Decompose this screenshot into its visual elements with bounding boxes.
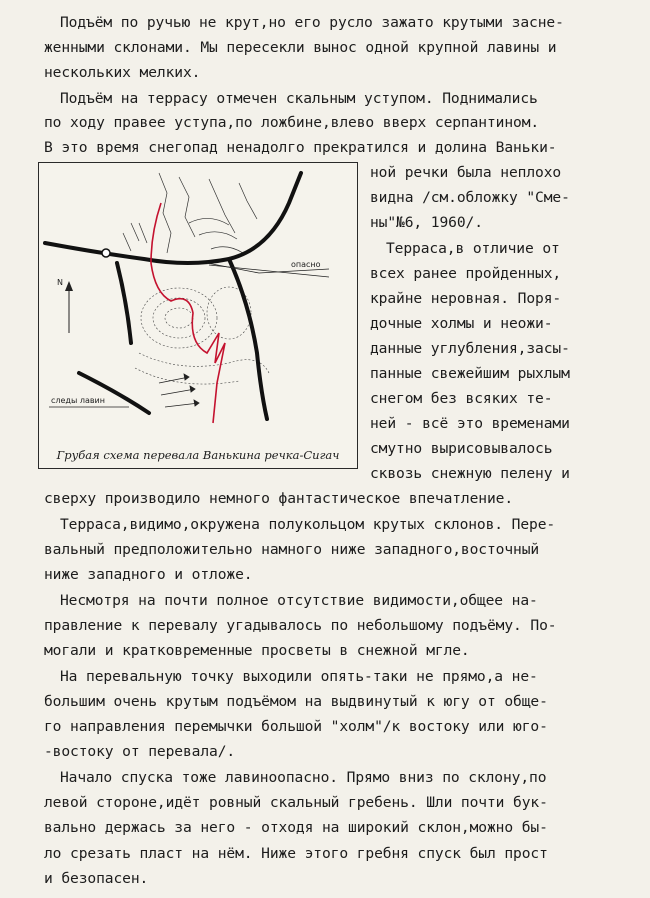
text-line: дочные холмы и неожи-	[370, 315, 553, 332]
text-line: Подъём на террасу отмечен скальным уступом. Поднимались	[60, 90, 538, 107]
text-line: Подъём по ручью не крут,но его русло зажато крутыми засне-	[60, 14, 564, 31]
text-line: ной речки была неплохо	[370, 164, 562, 181]
map-drawing	[39, 163, 357, 443]
text-line: левой стороне,идёт ровный скальный гребень. Шли почти бук-	[44, 794, 548, 811]
text-line: Начало спуска тоже лавиноопасно. Прямо вниз по склону,по	[60, 769, 547, 786]
text-line: и безопасен.	[44, 870, 149, 887]
text-line: по ходу правее уступа,по ложбине,влево вверх серпантином.	[44, 114, 540, 131]
text-line: ны"№6, 1960/.	[370, 214, 483, 231]
north-arrow-icon	[65, 281, 73, 333]
text-line: сквозь снежную пелену и	[370, 465, 570, 482]
text-line: правление к перевалу угадывалось по небольшому подъёму. По-	[44, 617, 557, 634]
danger-label: опасно	[291, 260, 321, 269]
text-line: всех ранее пройденных,	[370, 265, 562, 282]
text-line: нескольких мелких.	[44, 64, 201, 81]
text-line: -востоку от перевала/.	[44, 743, 236, 760]
figure-caption: Грубая схема перевала Ванькина речка-Сигач	[56, 448, 340, 462]
contour-lines	[135, 287, 269, 384]
text-line: Несмотря на почти полное отсутствие видимости,общее на-	[60, 592, 538, 609]
text-line: ней - всё это временами	[370, 415, 570, 432]
text-line: данные углубления,засы-	[370, 340, 570, 357]
text-line: смутно вырисовывалось	[370, 440, 553, 457]
avalanche-arrows	[159, 374, 199, 407]
avalanche-label: следы лавин	[51, 396, 105, 405]
text-line: крайне неровная. Поря-	[370, 290, 562, 307]
text-line: сверху производило немного фантастическое впечатление.	[44, 490, 514, 507]
ridge-lines	[45, 173, 301, 419]
pass-sketch-map	[38, 162, 358, 469]
text-line: снегом без всяких те-	[370, 390, 553, 407]
text-line: женными склонами. Мы пересекли вынос одной крупной лавины и	[44, 39, 557, 56]
text-line: Терраса,видимо,окружена полукольцом крутых склонов. Пере-	[60, 516, 556, 533]
text-line: видна /см.обложку "Сме-	[370, 189, 570, 206]
text-line: ниже западного и отложе.	[44, 566, 253, 583]
text-line: вально держась за него - отходя на широкий склон,можно бы-	[44, 819, 548, 836]
text-line: панные свежейшим рыхлым	[370, 365, 570, 382]
text-line: вальный предположительно намного ниже западного,восточный	[44, 541, 540, 558]
north-label: N	[57, 278, 63, 287]
text-line: В это время снегопад ненадолго прекратился и долина Ваньки-	[44, 139, 557, 156]
text-line: На перевальную точку выходили опять-таки не прямо,а не-	[60, 668, 538, 685]
text-line: большим очень крутым подъёмом на выдвинутый к югу от обще-	[44, 693, 548, 710]
text-line: ло срезать пласт на нём. Ниже этого гребня спуск был прост	[44, 845, 548, 862]
text-line: могали и кратковременные просветы в снежной мгле.	[44, 642, 470, 659]
text-line: Терраса,в отличие от	[386, 240, 560, 257]
text-line: го направления перемычки большой "холм"/к востоку или юго-	[44, 718, 548, 735]
pass-marker	[102, 249, 110, 257]
slope-hatching	[123, 173, 257, 253]
